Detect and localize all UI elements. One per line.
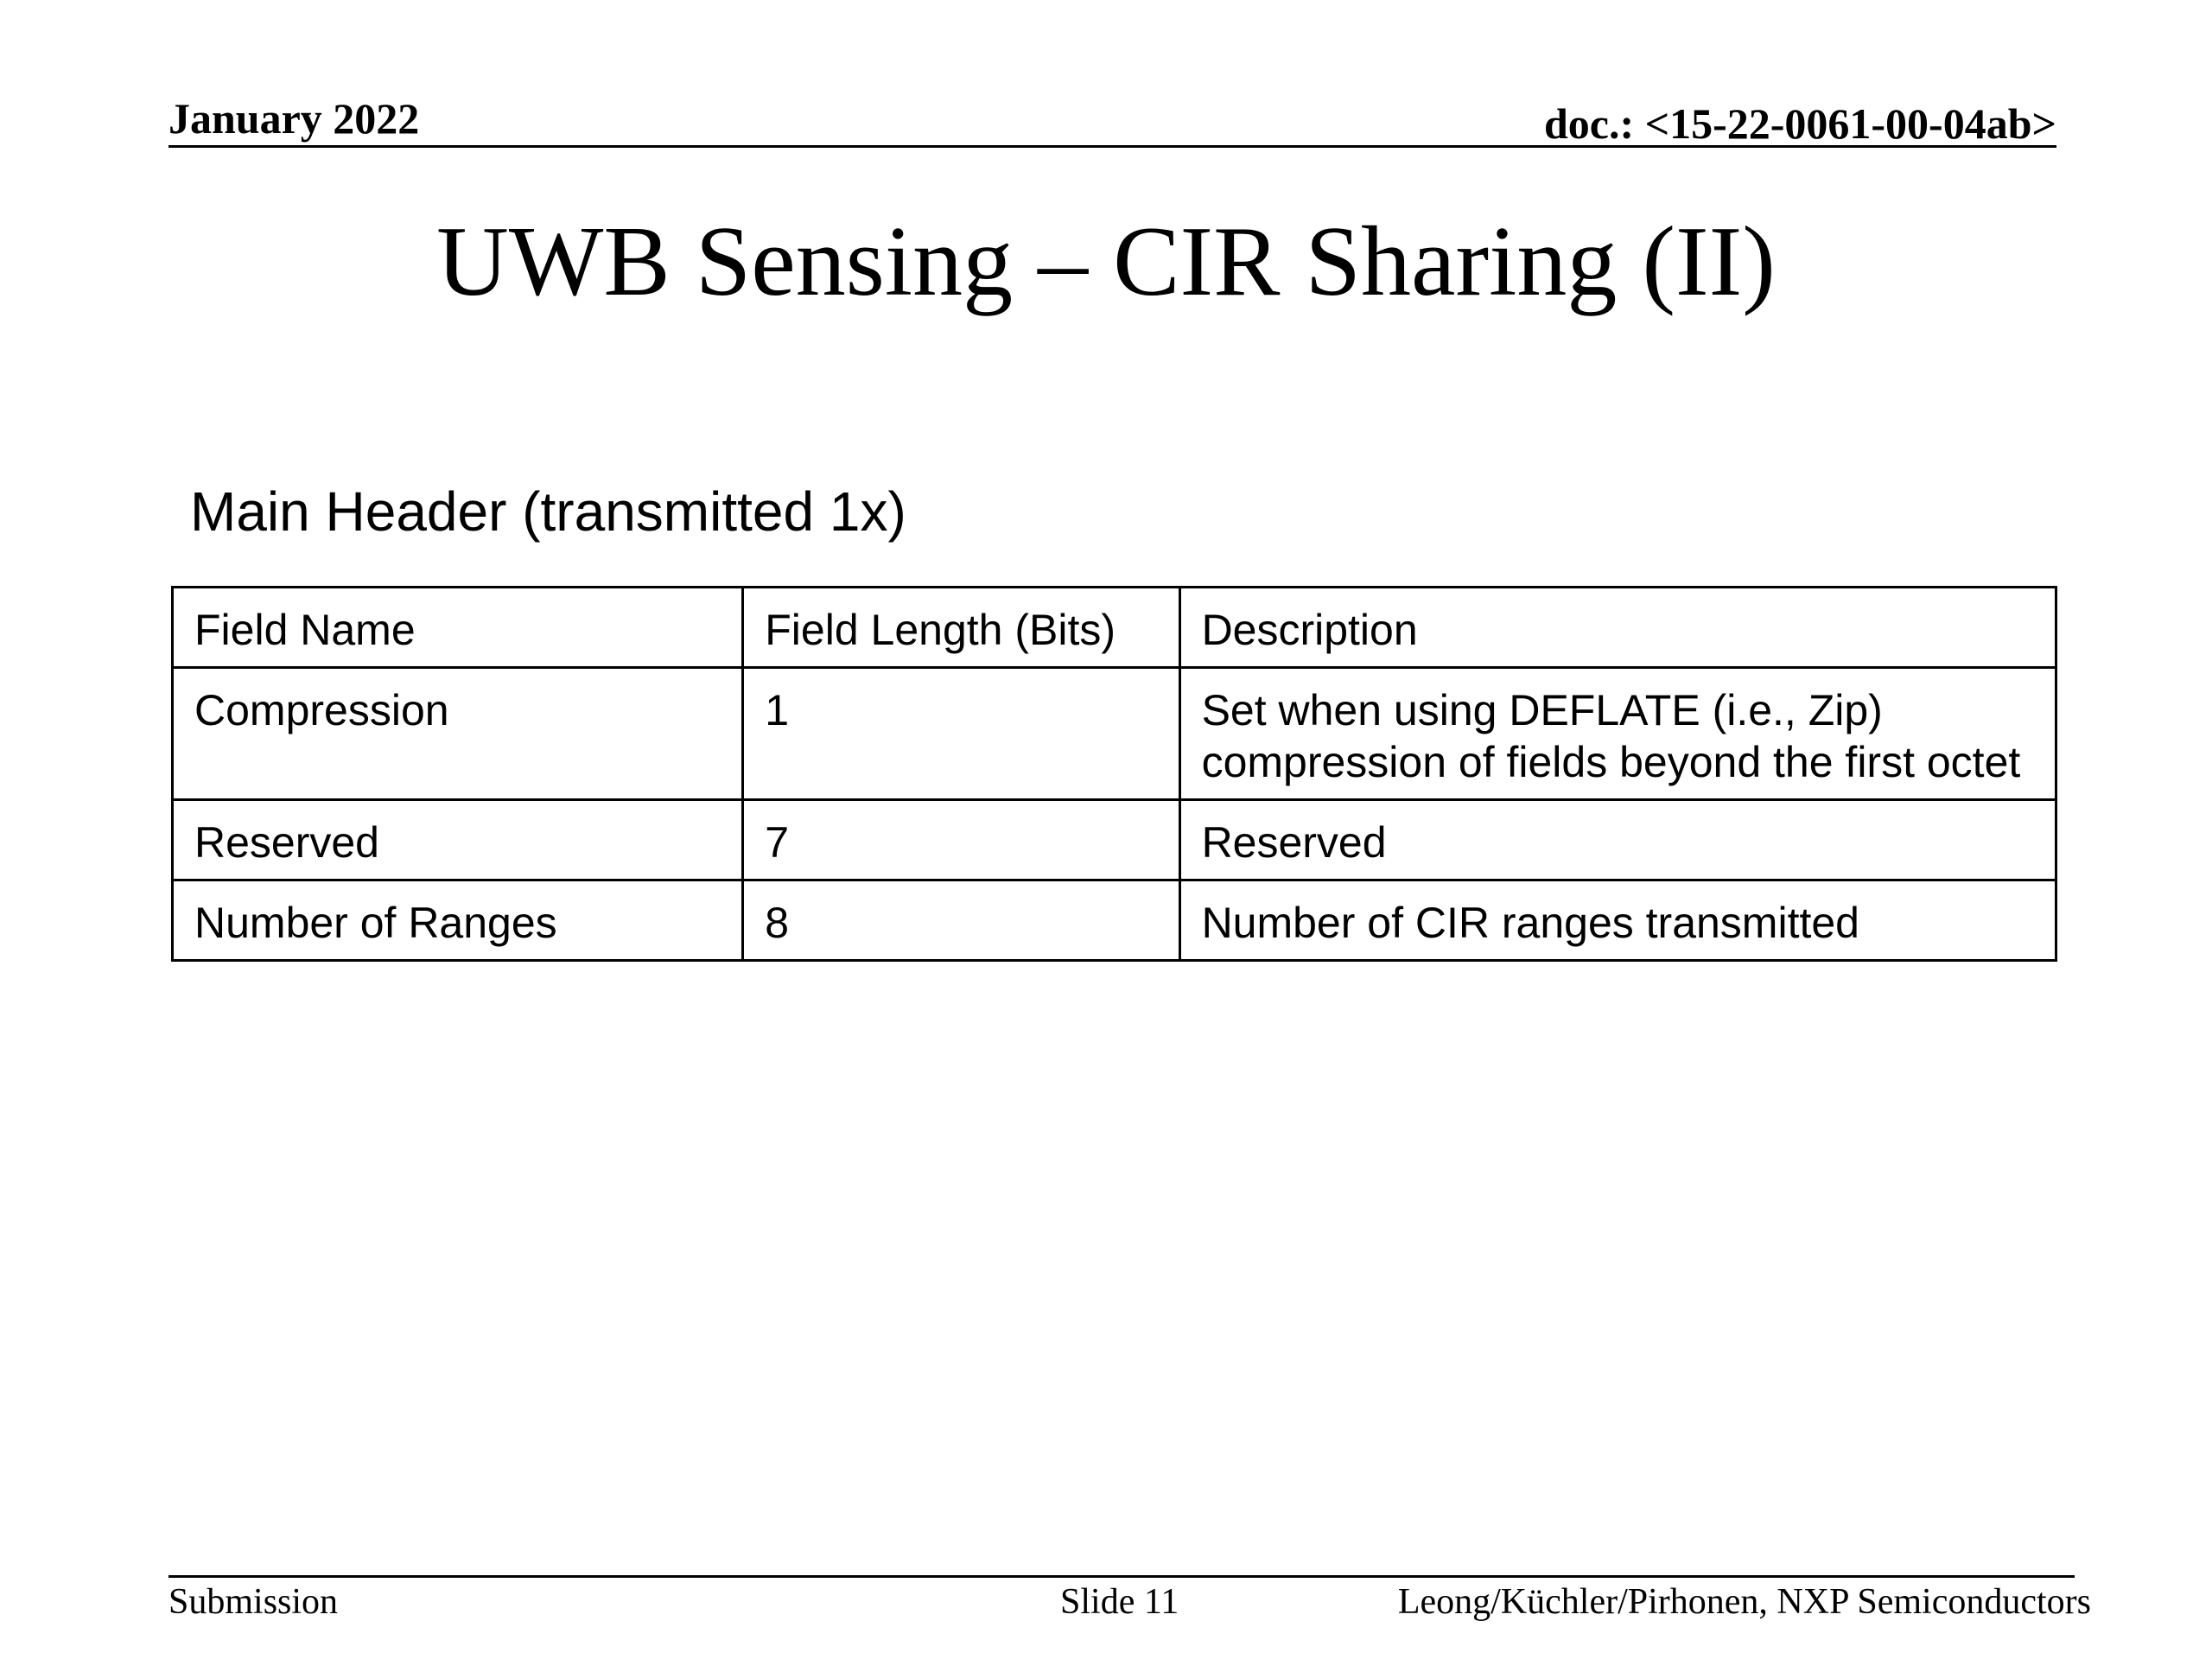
footer-submission: Submission bbox=[168, 1582, 339, 1622]
header-cell-field-length: Field Length (Bits) bbox=[743, 588, 1179, 668]
slide-title: UWB Sensing – CIR Sharing (II) bbox=[436, 207, 1776, 317]
header-cell-description: Description bbox=[1179, 588, 2056, 668]
footer-authors: Leong/Küchler/Pirhonen, NXP Semiconductors bbox=[1397, 1582, 2091, 1622]
header-date: January 2022 bbox=[168, 94, 420, 143]
cell-field-name: Compression bbox=[173, 668, 743, 800]
cell-field-name: Number of Ranges bbox=[173, 880, 743, 961]
description-line: Number of CIR ranges transmitted bbox=[1201, 899, 1859, 947]
table-header-row bbox=[173, 588, 2056, 668]
section-subheading: Main Header (transmitted 1x) bbox=[190, 480, 906, 543]
header-doc-id: doc.: <15-22-0061-00-04ab> bbox=[1543, 99, 2056, 148]
description-line: Reserved bbox=[1201, 818, 1387, 867]
cell-field-name: Reserved bbox=[173, 800, 743, 880]
cell-field-length: 7 bbox=[743, 800, 1179, 880]
cell-field-length: 8 bbox=[743, 880, 1179, 961]
description-line: Set when using DEFLATE (i.e., Zip) bbox=[1201, 686, 1883, 734]
footer-slide-number: Slide 11 bbox=[1060, 1582, 1179, 1622]
cell-description bbox=[1179, 880, 2056, 961]
description-line: compression of fields beyond the first octet bbox=[1201, 738, 2021, 786]
cell-description bbox=[1179, 800, 2056, 880]
header-rule bbox=[168, 145, 2056, 148]
cell-field-length: 1 bbox=[743, 668, 1179, 800]
field-table bbox=[171, 586, 2057, 962]
table-row bbox=[173, 880, 2056, 961]
header-cell-field-name: Field Name bbox=[173, 588, 743, 668]
table-row bbox=[173, 668, 2056, 800]
table-row bbox=[173, 800, 2056, 880]
footer-rule bbox=[168, 1575, 2075, 1578]
cell-description bbox=[1179, 668, 2056, 800]
